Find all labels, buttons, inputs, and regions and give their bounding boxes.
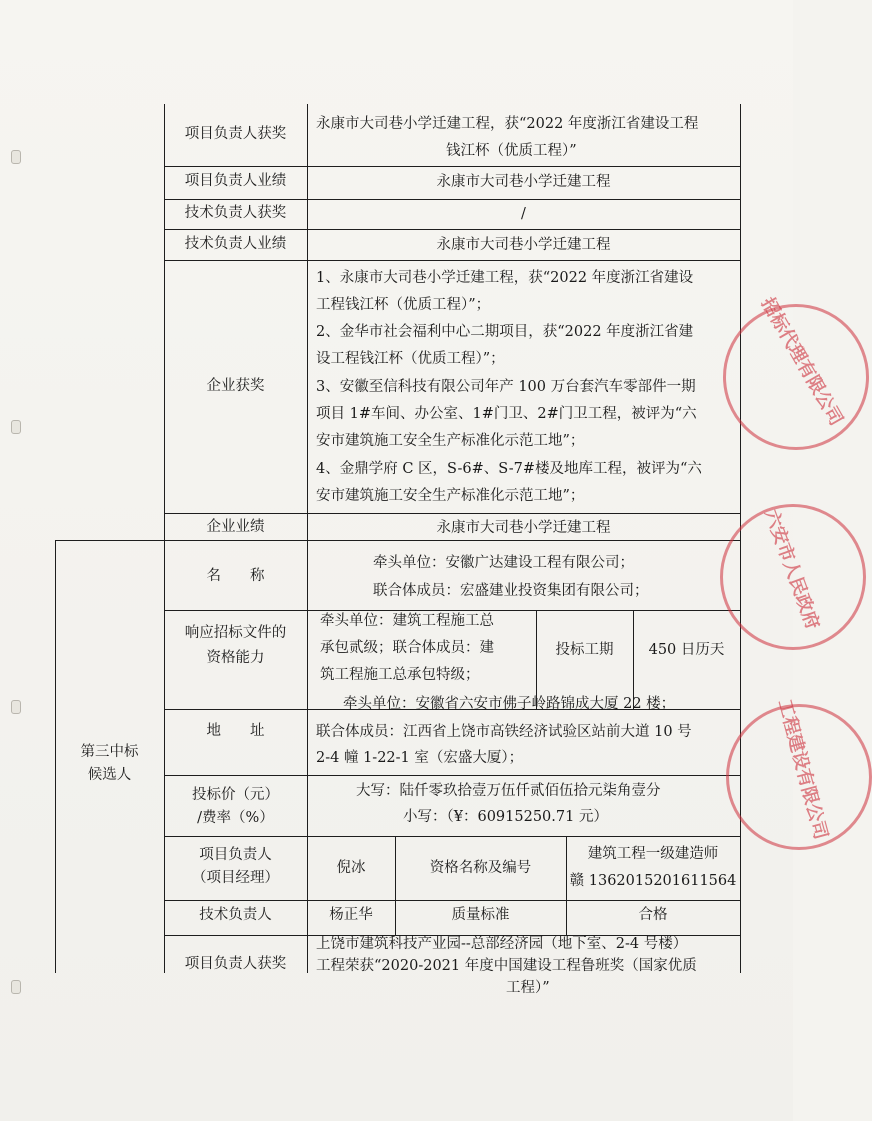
table-row-line — [164, 199, 741, 200]
seal-text: 六安市人民政府 — [760, 506, 824, 633]
pm-award-line2: 钱江杯（优质工程）” — [446, 143, 577, 159]
tech-lead-name: 杨正华 — [329, 907, 373, 923]
binding-hole — [11, 150, 21, 164]
name-lead: 牵头单位：安徽广达建设工程有限公司； — [373, 555, 634, 571]
label-company-awards: 企业获奖 — [206, 378, 265, 394]
section-label-line1: 第三中标 — [80, 744, 139, 760]
quality-standard-value: 合格 — [638, 907, 668, 923]
binding-holes — [8, 0, 22, 1121]
section-label-line2: 候选人 — [87, 767, 132, 783]
label-tech-performance: 技术负责人业绩 — [184, 236, 287, 252]
award-line3: 工程）” — [506, 980, 550, 996]
qualification-line: 承包贰级；联合体成员：建 — [320, 640, 494, 656]
label-company-performance: 企业业绩 — [206, 519, 265, 535]
label-pm-award: 项目负责人获奖 — [184, 126, 287, 142]
company-award-line: 2、金华市社会福利中心二期项目，获“2022 年度浙江省建 — [316, 324, 694, 340]
pm-qualification-line2: 赣 1362015201611564 — [569, 873, 737, 889]
label-qualification-line2: 资格能力 — [206, 650, 265, 666]
company-award-line: 工程钱江杯（优质工程）”； — [316, 297, 491, 313]
table-row-line — [164, 166, 741, 167]
seal-text: 工程建设有限公司 — [773, 697, 832, 842]
label-pm-award-2: 项目负责人获奖 — [184, 956, 287, 972]
company-award-line: 3、安徽至信科技有限公司年产 100 万台套汽车零部件一期 — [316, 379, 696, 395]
label-price-line2: /费率（%） — [197, 810, 274, 826]
red-seal — [715, 294, 847, 450]
red-seal — [712, 500, 824, 650]
company-award-line: 安市建筑施工安全生产标准化示范工地”； — [316, 433, 585, 449]
label-qualification-line1: 响应招标文件的 — [184, 625, 287, 641]
award-line2: 工程荣获“2020-2021 年度中国建设工程鲁班奖（国家优质 — [316, 958, 697, 974]
name-member: 联合体成员：宏盛建业投资集团有限公司； — [373, 583, 649, 599]
pm-performance-value: 永康市大司巷小学迁建工程 — [436, 174, 611, 190]
label-pm-line2: （项目经理） — [192, 870, 279, 886]
company-award-line: 设工程钱江杯（优质工程）”； — [316, 351, 505, 367]
label-quality-standard: 质量标准 — [451, 907, 510, 923]
price-lower: 小写：（¥：60915250.71 元） — [403, 809, 608, 825]
table-row-line — [164, 229, 741, 230]
label-pm-performance: 项目负责人业绩 — [184, 173, 287, 189]
tech-performance-value: 永康市大司巷小学迁建工程 — [436, 237, 611, 253]
table-row-line — [164, 836, 741, 837]
address-member-line1: 联合体成员：江西省上饶市高铁经济试验区站前大道 10 号 — [316, 724, 692, 740]
binding-hole — [11, 420, 21, 434]
label-address: 地 址 — [206, 723, 265, 739]
label-bid-period: 投标工期 — [555, 642, 614, 658]
company-award-line: 4、金鼎学府 C 区，S-6#、S-7#楼及地库工程，被评为“六 — [316, 461, 702, 477]
seal-text: 招标代理有限公司 — [756, 294, 847, 430]
tech-award-value: / — [521, 206, 526, 222]
label-name: 名 称 — [206, 568, 265, 584]
address-member-line2: 2-4 幢 1-22-1 室（宏盛大厦）； — [316, 750, 524, 766]
table-row-line — [164, 900, 741, 901]
company-award-line: 1、永康市大司巷小学迁建工程，获“2022 年度浙江省建设 — [316, 270, 694, 286]
label-pm-line1: 项目负责人 — [199, 847, 272, 863]
label-price-line1: 投标价（元） — [192, 787, 279, 803]
binding-hole — [11, 980, 21, 994]
company-performance-value: 永康市大司巷小学迁建工程 — [436, 520, 611, 536]
binding-hole — [11, 700, 21, 714]
table-row-line — [164, 260, 741, 261]
address-lead: 牵头单位：安徽省六安市佛子岭路锦成大厦 22 楼； — [343, 696, 676, 712]
price-upper: 大写：陆仟零玖拾壹万伍仟贰佰伍拾元柒角壹分 — [356, 783, 661, 799]
company-award-line: 安市建筑施工安全生产标准化示范工地”； — [316, 488, 585, 504]
label-pm-qualification: 资格名称及编号 — [429, 860, 532, 876]
pm-name: 倪冰 — [336, 860, 366, 876]
red-seal — [718, 697, 832, 850]
table-row-line — [164, 775, 741, 776]
label-tech-lead: 技术负责人 — [199, 907, 272, 923]
pm-qualification-line1: 建筑工程一级建造师 — [587, 846, 719, 862]
qualification-line: 牵头单位：建筑工程施工总 — [320, 613, 494, 629]
pm-award-line1: 永康市大司巷小学迁建工程，获“2022 年度浙江省建设工程 — [316, 116, 699, 132]
label-tech-award: 技术负责人获奖 — [184, 205, 287, 221]
table-row-line — [55, 540, 741, 541]
bid-period-value: 450 日历天 — [648, 642, 725, 658]
qualification-line: 筑工程施工总承包特级； — [320, 667, 480, 683]
table-row-line — [164, 513, 741, 514]
company-award-line: 项目 1#车间、办公室、1#门卫、2#门卫工程，被评为“六 — [316, 406, 697, 422]
award-line1: 上饶市建筑科技产业园--总部经济园（地下室、2-4 号楼） — [316, 936, 688, 952]
